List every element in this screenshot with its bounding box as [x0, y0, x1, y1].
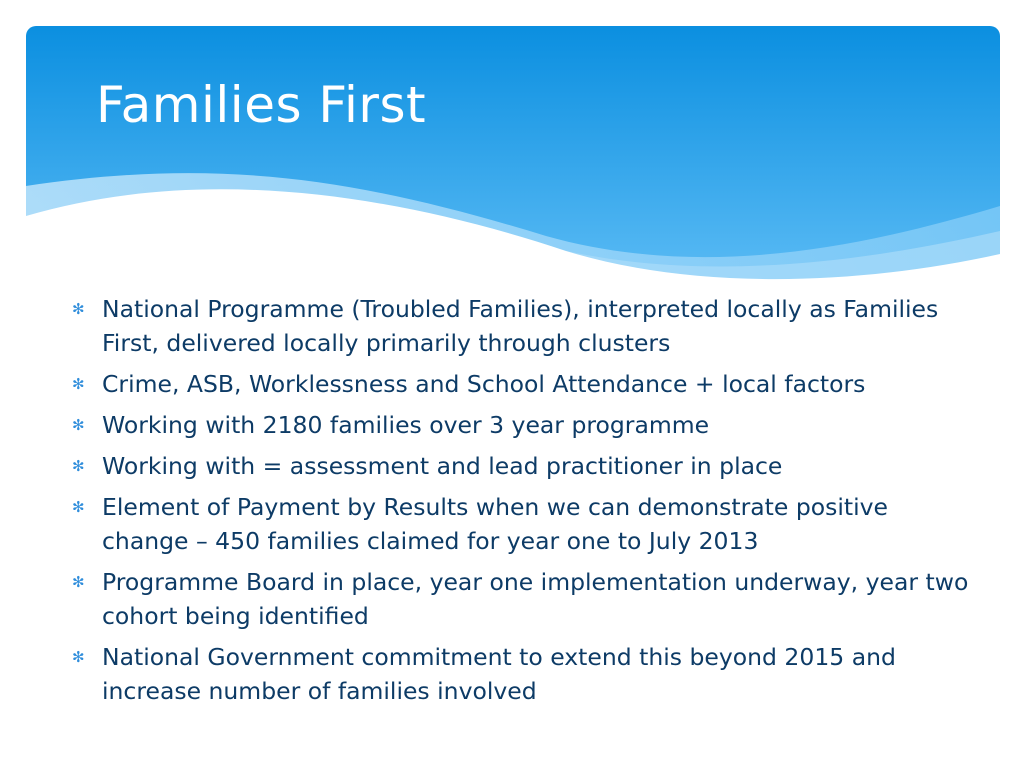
asterisk-icon: ✻: [72, 573, 85, 591]
asterisk-icon: ✻: [72, 375, 85, 393]
bullet-text: Element of Payment by Results when we can demonstrate positive change – 450 families claimed for year one to July 2013: [102, 493, 888, 555]
list-item: [72, 640, 972, 708]
list-item: [72, 367, 972, 401]
list-item: [72, 292, 972, 360]
bullet-text: Working with = assessment and lead practitioner in place: [102, 452, 783, 480]
title-banner: [26, 26, 1000, 288]
list-item: [72, 490, 972, 558]
bullet-list: [72, 292, 972, 715]
asterisk-icon: ✻: [72, 300, 85, 318]
asterisk-icon: ✻: [72, 416, 85, 434]
bullet-text: Crime, ASB, Worklessness and School Attendance + local factors: [102, 370, 866, 398]
slide-title: Families First: [96, 76, 427, 134]
asterisk-icon: ✻: [72, 648, 85, 666]
bullet-text: Working with 2180 families over 3 year programme: [102, 411, 710, 439]
bullet-text: Programme Board in place, year one implementation underway, year two cohort being identified: [102, 568, 969, 630]
asterisk-icon: ✻: [72, 457, 85, 475]
list-item: [72, 565, 972, 633]
list-item: [72, 408, 972, 442]
bullet-text: National Programme (Troubled Families), interpreted locally as Families First, delivered locally primarily through clusters: [102, 295, 939, 357]
list-item: [72, 449, 972, 483]
asterisk-icon: ✻: [72, 498, 85, 516]
wave-background: [26, 26, 1000, 288]
bullet-text: National Government commitment to extend this beyond 2015 and increase number of families involved: [102, 643, 896, 705]
